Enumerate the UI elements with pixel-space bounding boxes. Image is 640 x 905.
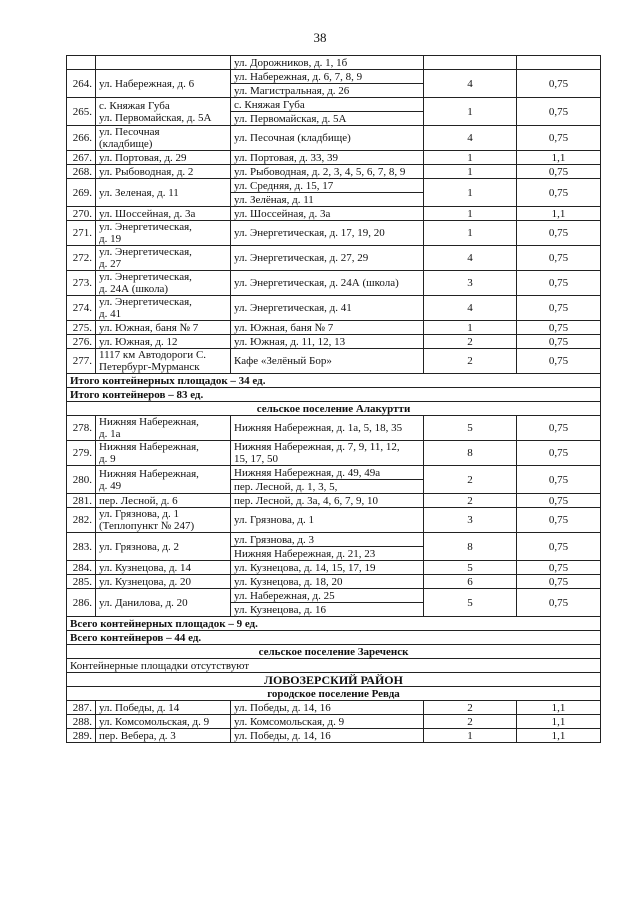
table-row: [67, 441, 601, 466]
site-location-cell: ул. Южная, баня № 7: [96, 321, 231, 335]
settlement-heading: городское поселение Ревда: [67, 687, 601, 701]
site-location-cell: ул. Портовая, д. 29: [96, 151, 231, 165]
row-number-cell: 277.: [67, 349, 96, 374]
row-number-cell: 281.: [67, 494, 96, 508]
container-volume-cell: 0,75: [517, 416, 601, 441]
table-row: [67, 349, 601, 374]
served-addresses-cell: ул. Набережная, д. 25: [231, 589, 424, 603]
container-count-cell: 1: [424, 165, 517, 179]
container-volume-cell: 0,75: [517, 70, 601, 98]
served-addresses-cell: ул. Рыбоводная, д. 2, 3, 4, 5, 6, 7, 8, 9: [231, 165, 424, 179]
container-count-cell: 2: [424, 701, 517, 715]
container-volume-cell: 0,75: [517, 126, 601, 151]
served-addresses-cell: ул. Магистральная, д. 26: [231, 84, 424, 98]
table-row-note: [67, 659, 601, 673]
site-location-cell: ул. Рыбоводная, д. 2: [96, 165, 231, 179]
row-number-cell: 284.: [67, 561, 96, 575]
served-addresses-cell: с. Княжая Губа: [231, 98, 424, 112]
row-number-cell: 269.: [67, 179, 96, 207]
served-addresses-cell: пер. Лесной, д. 1, 3, 5,: [231, 480, 424, 494]
container-count-cell: 2: [424, 349, 517, 374]
served-addresses-cell: ул. Грязнова, д. 3: [231, 533, 424, 547]
served-addresses-cell: ул. Дорожников, д. 1, 1б: [231, 56, 424, 70]
container-volume-cell: [517, 56, 601, 70]
summary-total: Итого контейнерных площадок – 34 ед.: [67, 374, 601, 388]
container-count-cell: 3: [424, 271, 517, 296]
container-volume-cell: 0,75: [517, 533, 601, 561]
served-addresses-cell: Кафе «Зелёный Бор»: [231, 349, 424, 374]
table-row-total: [67, 374, 601, 388]
table-row: [67, 56, 601, 70]
container-volume-cell: 0,75: [517, 165, 601, 179]
site-location-cell: ул. Шоссейная, д. 3а: [96, 207, 231, 221]
site-location-cell: Нижняя Набережная, д. 1а: [96, 416, 231, 441]
row-number-cell: 266.: [67, 126, 96, 151]
container-count-cell: 1: [424, 179, 517, 207]
served-addresses-cell: ул. Кузнецова, д. 16: [231, 603, 424, 617]
row-number-cell: 287.: [67, 701, 96, 715]
container-count-cell: 1: [424, 98, 517, 126]
table-row: [67, 151, 601, 165]
table-row: [67, 296, 601, 321]
table-row-section: [67, 645, 601, 659]
site-location-cell: ул. Энергетическая, д. 19: [96, 221, 231, 246]
row-number-cell: 276.: [67, 335, 96, 349]
served-addresses-cell: ул. Зелёная, д. 11: [231, 193, 424, 207]
row-number-cell: 268.: [67, 165, 96, 179]
settlement-heading: сельское поселение Алакуртти: [67, 402, 601, 416]
container-volume-cell: 0,75: [517, 98, 601, 126]
container-count-cell: 6: [424, 575, 517, 589]
container-volume-cell: 0,75: [517, 589, 601, 617]
table-row: [67, 575, 601, 589]
row-number-cell: 288.: [67, 715, 96, 729]
container-volume-cell: 1,1: [517, 729, 601, 743]
container-count-cell: 8: [424, 441, 517, 466]
table-row-total: [67, 388, 601, 402]
table-row-section: [67, 402, 601, 416]
served-addresses-cell: ул. Песочная (кладбище): [231, 126, 424, 151]
site-location-cell: ул. Энергетическая, д. 24А (школа): [96, 271, 231, 296]
row-number-cell: 280.: [67, 466, 96, 494]
table-row: [67, 179, 601, 193]
table-row: [67, 98, 601, 112]
served-addresses-cell: ул. Комсомольская, д. 9: [231, 715, 424, 729]
served-addresses-cell: ул. Победы, д. 14, 16: [231, 701, 424, 715]
container-count-cell: 1: [424, 321, 517, 335]
container-volume-cell: 0,75: [517, 349, 601, 374]
site-location-cell: ул. Песочная (кладбище): [96, 126, 231, 151]
row-number-cell: 282.: [67, 508, 96, 533]
container-volume-cell: 0,75: [517, 561, 601, 575]
site-location-cell: 1117 км Автодороги С. Петербург-Мурманск: [96, 349, 231, 374]
table-row-total: [67, 631, 601, 645]
served-addresses-cell: ул. Грязнова, д. 1: [231, 508, 424, 533]
settlement-heading: сельское поселение Зареченск: [67, 645, 601, 659]
table-row: [67, 207, 601, 221]
container-volume-cell: 0,75: [517, 575, 601, 589]
container-count-cell: 1: [424, 729, 517, 743]
container-volume-cell: 0,75: [517, 321, 601, 335]
container-volume-cell: 0,75: [517, 296, 601, 321]
container-volume-cell: 0,75: [517, 466, 601, 494]
summary-total: Всего контейнеров – 44 ед.: [67, 631, 601, 645]
summary-total: Итого контейнеров – 83 ед.: [67, 388, 601, 402]
container-count-cell: 5: [424, 561, 517, 575]
container-sites-table: [66, 55, 601, 743]
row-number-cell: 270.: [67, 207, 96, 221]
site-location-cell: ул. Энергетическая, д. 41: [96, 296, 231, 321]
site-location-cell: [96, 56, 231, 70]
container-count-cell: 2: [424, 715, 517, 729]
container-volume-cell: 1,1: [517, 701, 601, 715]
table-row-district: [67, 673, 601, 687]
row-number-cell: 289.: [67, 729, 96, 743]
table-row: [67, 701, 601, 715]
served-addresses-cell: ул. Первомайская, д. 5А: [231, 112, 424, 126]
container-count-cell: 2: [424, 335, 517, 349]
site-location-cell: с. Княжая Губа ул. Первомайская, д. 5А: [96, 98, 231, 126]
table-row: [67, 221, 601, 246]
served-addresses-cell: ул. Шоссейная, д. 3а: [231, 207, 424, 221]
site-location-cell: ул. Кузнецова, д. 14: [96, 561, 231, 575]
served-addresses-cell: ул. Средняя, д. 15, 17: [231, 179, 424, 193]
table-row: [67, 246, 601, 271]
row-number-cell: 265.: [67, 98, 96, 126]
container-count-cell: 4: [424, 296, 517, 321]
table-row: [67, 271, 601, 296]
served-addresses-cell: ул. Энергетическая, д. 27, 29: [231, 246, 424, 271]
container-volume-cell: 0,75: [517, 335, 601, 349]
table-row: [67, 466, 601, 480]
table-row-total: [67, 617, 601, 631]
served-addresses-cell: ул. Портовая, д. 33, 39: [231, 151, 424, 165]
table-row: [67, 715, 601, 729]
site-location-cell: Нижняя Набережная, д. 49: [96, 466, 231, 494]
row-number-cell: 283.: [67, 533, 96, 561]
table-row-section: [67, 687, 601, 701]
row-number-cell: 275.: [67, 321, 96, 335]
served-addresses-cell: ул. Набережная, д. 6, 7, 8, 9: [231, 70, 424, 84]
container-count-cell: [424, 56, 517, 70]
row-number-cell: 273.: [67, 271, 96, 296]
district-heading: ЛОВОЗЕРСКИЙ РАЙОН: [67, 673, 601, 687]
table-row: [67, 508, 601, 533]
served-addresses-cell: Нижняя Набережная, д. 21, 23: [231, 547, 424, 561]
site-location-cell: Нижняя Набережная, д. 9: [96, 441, 231, 466]
container-count-cell: 1: [424, 151, 517, 165]
row-number-cell: 285.: [67, 575, 96, 589]
served-addresses-cell: Нижняя Набережная, д. 49, 49а: [231, 466, 424, 480]
served-addresses-cell: ул. Кузнецова, д. 18, 20: [231, 575, 424, 589]
site-location-cell: ул. Набережная, д. 6: [96, 70, 231, 98]
container-volume-cell: 1,1: [517, 207, 601, 221]
served-addresses-cell: ул. Южная, д. 11, 12, 13: [231, 335, 424, 349]
site-location-cell: ул. Грязнова, д. 1 (Теплопункт № 247): [96, 508, 231, 533]
container-count-cell: 4: [424, 246, 517, 271]
container-count-cell: 5: [424, 416, 517, 441]
site-location-cell: ул. Грязнова, д. 2: [96, 533, 231, 561]
site-location-cell: ул. Данилова, д. 20: [96, 589, 231, 617]
served-addresses-cell: ул. Энергетическая, д. 41: [231, 296, 424, 321]
table-body: [67, 56, 601, 743]
row-number-cell: 278.: [67, 416, 96, 441]
table-row: [67, 533, 601, 547]
row-number-cell: 286.: [67, 589, 96, 617]
table-row: [67, 589, 601, 603]
container-volume-cell: 0,75: [517, 494, 601, 508]
table-row: [67, 70, 601, 84]
served-addresses-cell: Нижняя Набережная, д. 1а, 5, 18, 35: [231, 416, 424, 441]
container-count-cell: 4: [424, 126, 517, 151]
site-location-cell: ул. Победы, д. 14: [96, 701, 231, 715]
site-location-cell: ул. Энергетическая, д. 27: [96, 246, 231, 271]
summary-total: Всего контейнерных площадок – 9 ед.: [67, 617, 601, 631]
row-number-cell: 274.: [67, 296, 96, 321]
row-number-cell: [67, 56, 96, 70]
site-location-cell: ул. Кузнецова, д. 20: [96, 575, 231, 589]
row-number-cell: 272.: [67, 246, 96, 271]
container-count-cell: 3: [424, 508, 517, 533]
note-text: Контейнерные площадки отсутствуют: [67, 659, 601, 673]
table-row: [67, 335, 601, 349]
served-addresses-cell: Нижняя Набережная, д. 7, 9, 11, 12, 15, 17, 50: [231, 441, 424, 466]
container-volume-cell: 1,1: [517, 715, 601, 729]
table-row: [67, 416, 601, 441]
site-location-cell: ул. Комсомольская, д. 9: [96, 715, 231, 729]
table-row: [67, 494, 601, 508]
table-row: [67, 561, 601, 575]
row-number-cell: 271.: [67, 221, 96, 246]
row-number-cell: 267.: [67, 151, 96, 165]
served-addresses-cell: ул. Победы, д. 14, 16: [231, 729, 424, 743]
site-location-cell: ул. Зеленая, д. 11: [96, 179, 231, 207]
container-volume-cell: 0,75: [517, 271, 601, 296]
container-volume-cell: 1,1: [517, 151, 601, 165]
table-row: [67, 165, 601, 179]
container-count-cell: 2: [424, 494, 517, 508]
container-count-cell: 1: [424, 221, 517, 246]
served-addresses-cell: пер. Лесной, д. 3а, 4, 6, 7, 9, 10: [231, 494, 424, 508]
container-count-cell: 1: [424, 207, 517, 221]
table-row: [67, 321, 601, 335]
site-location-cell: ул. Южная, д. 12: [96, 335, 231, 349]
served-addresses-cell: ул. Энергетическая, д. 24А (школа): [231, 271, 424, 296]
row-number-cell: 279.: [67, 441, 96, 466]
container-volume-cell: 0,75: [517, 246, 601, 271]
table-row: [67, 729, 601, 743]
page-number: 38: [313, 30, 327, 45]
site-location-cell: пер. Лесной, д. 6: [96, 494, 231, 508]
container-volume-cell: 0,75: [517, 221, 601, 246]
container-count-cell: 8: [424, 533, 517, 561]
container-volume-cell: 0,75: [517, 508, 601, 533]
served-addresses-cell: ул. Южная, баня № 7: [231, 321, 424, 335]
container-volume-cell: 0,75: [517, 441, 601, 466]
row-number-cell: 264.: [67, 70, 96, 98]
container-volume-cell: 0,75: [517, 179, 601, 207]
container-count-cell: 5: [424, 589, 517, 617]
container-count-cell: 4: [424, 70, 517, 98]
container-count-cell: 2: [424, 466, 517, 494]
site-location-cell: пер. Вебера, д. 3: [96, 729, 231, 743]
served-addresses-cell: ул. Кузнецова, д. 14, 15, 17, 19: [231, 561, 424, 575]
served-addresses-cell: ул. Энергетическая, д. 17, 19, 20: [231, 221, 424, 246]
table-row: [67, 126, 601, 151]
